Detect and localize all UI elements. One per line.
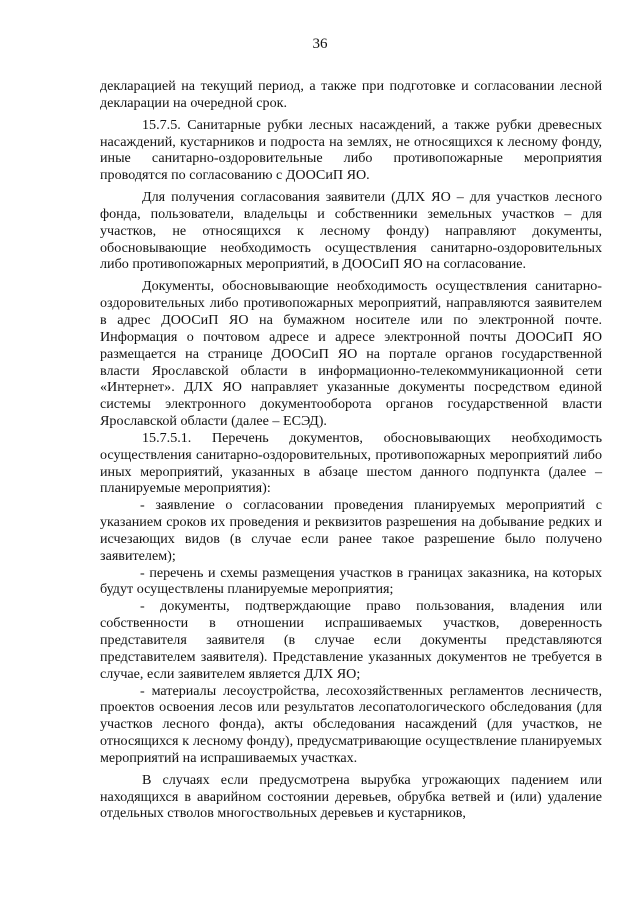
document-body bbox=[100, 78, 602, 822]
paragraph-15-7-5-1: 15.7.5.1. Перечень документов, обосновывающих необходимость осуществления санитарно-оздоровительных, противопожарных мероприятий либо иных мероприятий, указанных в абзаце шестом данного подпункта (далее – планируемые мероприятия): bbox=[100, 429, 602, 497]
list-item-application: - заявление о согласовании проведения планируемых мероприятий с указанием сроков их проведения и реквизитов разрешения на добывание редких и исчезающих видов (в случае если ранее такое разрешение было получено заявителем); bbox=[100, 497, 602, 564]
list-item-ownership-documents: - документы, подтверждающие право пользования, владения или собственности в отношении испрашиваемых участков, доверенность представителя заявителя (в случае если документы представляются представителем заявителя). Представление указанных документов не требуется в случае, если заявителем является ДЛХ ЯО; bbox=[100, 598, 602, 682]
list-item-forestry-materials: - материалы лесоустройства, лесохозяйственных регламентов лесничеств, проектов освоения лесов или результатов лесопатологического обследования (для участков лесного фонда), акты обследования насаждений (для участков, не относящихся к лесному фонду), предусматривающие осуществление планируемых мероприятий на испрашиваемых участках. bbox=[100, 682, 602, 766]
paragraph-continuation: декларацией на текущий период, а также при подготовке и согласовании лесной декларации на очередной срок. bbox=[100, 78, 602, 111]
paragraph-documents-submission: Документы, обосновывающие необходимость осуществления санитарно-оздоровительных либо противопожарных мероприятий, направляются заявителем в адрес ДООСиП ЯО на бумажном носителе или по электронной почте. Информация о почтовом адресе и адресе электронной почты ДООСиП ЯО размещается на странице ДООСиП ЯО на портале органов государственной власти Ярославской области в информационно-телекоммуникационной сети «Интернет». ДЛХ ЯО направляет указанные документы посредством единой системы электронного документооборота органов государственной власти Ярославской области (далее – ЕСЭД). bbox=[100, 278, 602, 430]
paragraph-15-7-5: 15.7.5. Санитарные рубки лесных насаждений, а также рубки древесных насаждений, кустарников и подроста на землях, не относящихся к лесному фонду, иные санитарно-оздоровительные либо противопожарные мероприятия проводятся по согласованию с ДООСиП ЯО. bbox=[100, 116, 602, 184]
list-item-site-schemes: - перечень и схемы размещения участков в границах заказника, на которых будут осуществлены планируемые мероприятия; bbox=[100, 564, 602, 598]
paragraph-approval-applicants: Для получения согласования заявители (ДЛХ ЯО – для участков лесного фонда, пользователи, владельцы и собственники земельных участков – для участков, не относящихся к лесному фонду) направляют документы, обосновывающие необходимость осуществления санитарно-оздоровительных либо противопожарных мероприятий, в ДООСиП ЯО на согласование. bbox=[100, 189, 602, 273]
paragraph-hazard-trees: В случаях если предусмотрена вырубка угрожающих падением или находящихся в аварийном состоянии деревьев, обрубка ветвей и (или) удаление отдельных стволов многоствольных деревьев и кустарников, bbox=[100, 771, 602, 822]
page-number: 36 bbox=[312, 36, 328, 52]
